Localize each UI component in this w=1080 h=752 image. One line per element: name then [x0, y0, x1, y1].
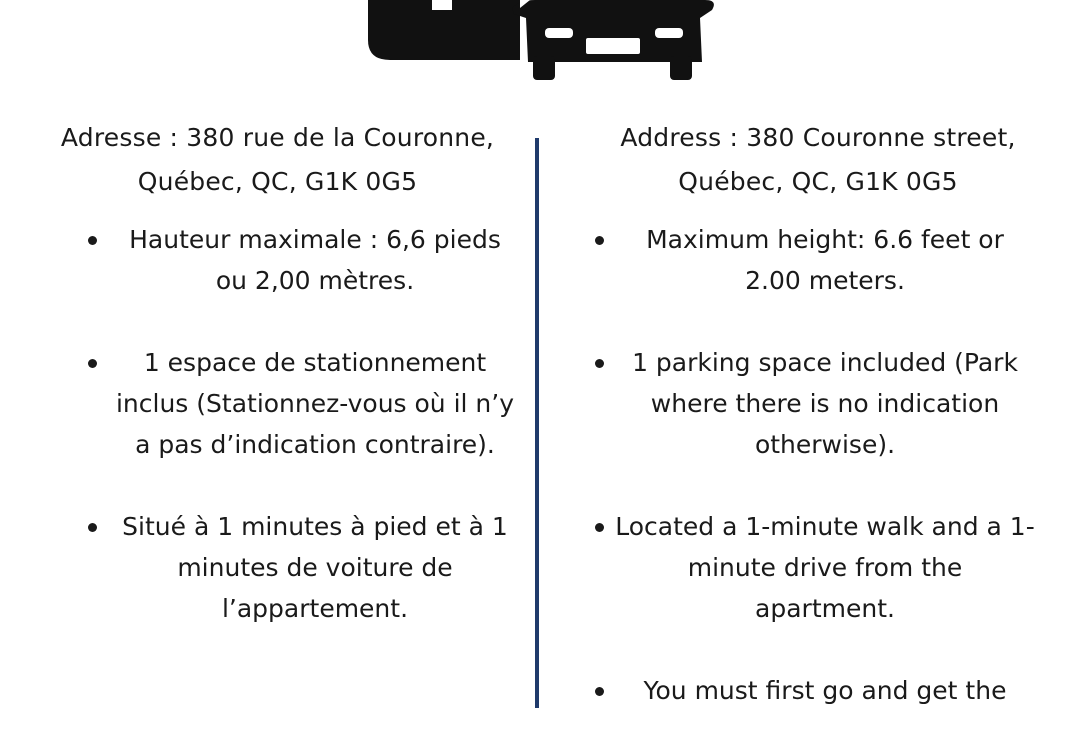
french-bullet-location: Situé à 1 minutes à pied et à 1 minutes de voiture de l’appartement.	[40, 506, 515, 629]
header-illustration	[0, 0, 1080, 85]
bullet-dot	[88, 236, 97, 245]
french-address: Adresse : 380 rue de la Couronne, Québec, QC, G1K 0G5	[60, 123, 495, 196]
english-bullet-parking: 1 parking space included (Park where there is no indication otherwise).	[560, 342, 1035, 465]
english-address: Address : 380 Couronne street, Québec, QC, G1K 0G5	[620, 123, 1016, 196]
french-column	[40, 116, 515, 670]
english-bullet-height: Maximum height: 6.6 feet or 2.00 meters.	[560, 219, 1035, 301]
column-divider	[535, 138, 539, 708]
bullet-dot	[88, 359, 97, 368]
french-bullet-list	[40, 219, 515, 629]
bullet-dot	[595, 359, 604, 368]
english-bullet-keys: You must first go and get the	[560, 670, 1035, 711]
house-and-car-icon	[0, 0, 1080, 85]
english-bullet-location: Located a 1-minute walk and a 1-minute drive from the apartment.	[560, 506, 1035, 629]
bullet-dot	[595, 523, 604, 532]
english-bullet-list	[560, 219, 1076, 711]
english-column	[560, 116, 1076, 752]
bullet-dot	[595, 687, 604, 696]
french-bullet-parking: 1 espace de stationnement inclus (Stationnez-vous où il n’y a pas d’indication contraire).	[40, 342, 515, 465]
french-bullet-height: Hauteur maximale : 6,6 pieds ou 2,00 mètres.	[40, 219, 515, 301]
bullet-dot	[88, 523, 97, 532]
bullet-dot	[595, 236, 604, 245]
